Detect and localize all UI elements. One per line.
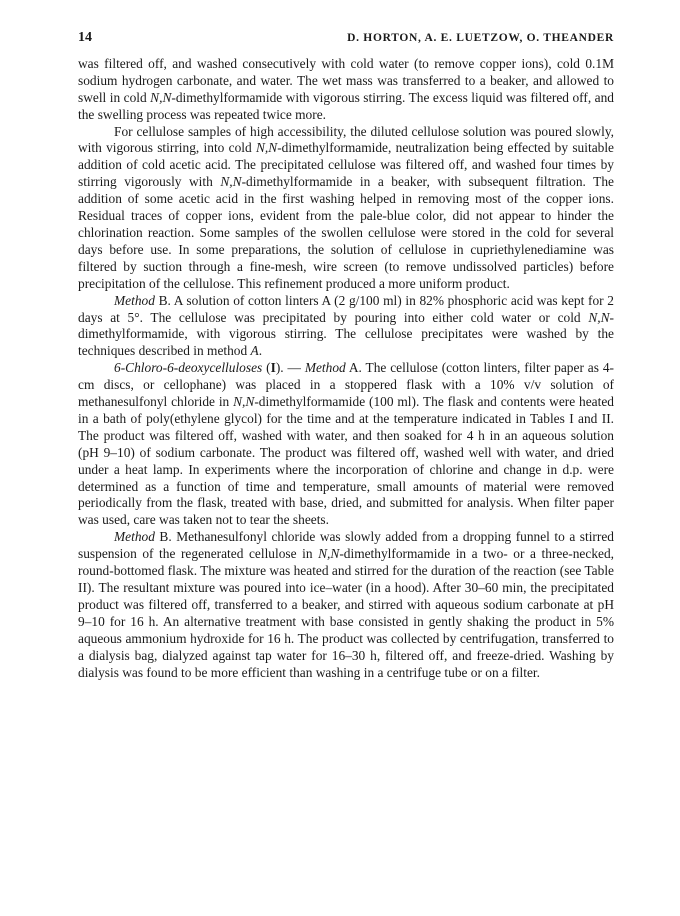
paragraph <box>78 124 614 293</box>
text-run: N,N <box>255 140 278 156</box>
text-run: Method <box>114 529 155 545</box>
text-run: A. The cellulose (cotton linters, filter paper as 4-cm discs, or cellophane) was placed in a stoppered flask with a 10% v/v solution of methanesulfonyl chloride in <box>78 360 614 410</box>
paragraph <box>78 529 614 681</box>
paragraph <box>78 293 614 361</box>
text-run: N,N <box>588 309 610 325</box>
text-run: B. Methanesulfonyl chloride was slowly added from a dropping funnel to a stirred suspension of the regenerated cellulose in <box>78 529 614 562</box>
text-run: -dimethylformamide, neutralization being effected by suitable addition of cold acetic acid. The precipitated cellulose was filtered off, and washed four times by stirring vigorously with <box>78 140 614 190</box>
document-page <box>78 30 614 681</box>
text-run: Method <box>114 292 155 308</box>
text-run: N,N <box>233 394 255 410</box>
text-run: N,N <box>150 89 172 105</box>
text-run: ). — <box>275 360 305 376</box>
text-run: -dimethylformamide with vigorous stirring. The excess liquid was filtered off, and the swelling process was repeated twice more. <box>78 89 614 122</box>
body-text <box>78 56 614 682</box>
text-run: B. A solution of cotton linters A (2 g/100 ml) in 82% phosphoric acid was kept for 2 days at 5°. The cellulose was precipitated by pouring into either cold water or cold <box>78 292 614 325</box>
text-run: N,N <box>220 174 242 190</box>
page-number: 14 <box>78 30 92 45</box>
text-run: 6-Chloro-6-deoxycelluloses <box>114 360 263 376</box>
text-run: -dimethylformamide in a two- or a three-necked, round-bottomed flask. The mixture was heated and stirred for the duration of the reaction (see Table II). The resultant mixture was poured into ice–water (in a hood). After 30–60 min, the precipitated product was filtered off, transferred to a beaker, and stirred with aqueous sodium carbonate at pH 9–10 for 16 h. An alternative treatment with base consisted in gently shaking the product in 5% aqueous ammonium hydroxide for 16 h. The product was collected by centrifugation, transferred to a dialysis bag, dialyzed against tap water for 16–30 h, filtered off, and freeze-dried. Washing by dialysis was found to be more efficient than washing in a centrifuge tube or on a filter. <box>78 546 614 680</box>
text-run: ( <box>262 360 271 376</box>
text-run: M <box>602 55 614 71</box>
text-run: I <box>270 360 276 376</box>
text-run: For cellulose samples of high accessibility, the diluted cellulose solution was poured slowly, with vigorous stirring, into cold <box>78 123 614 156</box>
text-run: A <box>250 343 259 359</box>
page-header <box>78 30 614 47</box>
text-run: . <box>258 343 263 359</box>
paragraph <box>78 360 614 529</box>
text-run: Method <box>304 360 346 376</box>
text-run: -dimethylformamide in a beaker, with subsequent filtration. The addition of some acetic acid in the first washing helped in removing most of the copper ions. Residual traces of copper ions, evident from the pale-blue color, did not appear to hinder the chlorination reaction. Some samples of the swollen cellulose were stored in the cold for several days before use. In some preparations, the solution of cellulose in cupriethylenediamine was filtered by suction through a fine-mesh, wire screen (to remove undissolved particles) before precipitation of the cellulose. This refinement produced a more uniform product. <box>78 174 614 291</box>
paragraph <box>78 56 614 124</box>
text-run: -dimethylformamide (100 ml). The flask and contents were heated in a bath of poly(ethylene glycol) for the time and at the temperature indicated in Tables I and II. The product was filtered off, washed with water, and then soaked for 4 h in an aqueous solution (pH 9–10) of sodium carbonate. The product was filtered off, washed well with water, and dried under a heat lamp. In experiments where the incorporation of chlorine and change in d.p. were determined as a function of time and temperature, small amounts of material were removed periodically from the flask, treated with base, dried, and submitted for analysis. When filter paper was used, care was taken not to tear the sheets. <box>78 394 614 528</box>
text-run: was filtered off, and washed consecutively with cold water (to remove copper ions), cold 0.1 <box>78 55 603 71</box>
text-run: N,N <box>318 546 340 562</box>
text-run: -dimethylformamide, with vigorous stirring. The cellulose precipitates were washed by the techniques described in method <box>78 309 614 359</box>
text-run: sodium hydrogen carbonate, and water. The wet mass was transferred to a beaker, and allowed to swell in cold <box>78 72 614 105</box>
running-head: D. HORTON, A. E. LUETZOW, O. THEANDER <box>347 32 614 44</box>
